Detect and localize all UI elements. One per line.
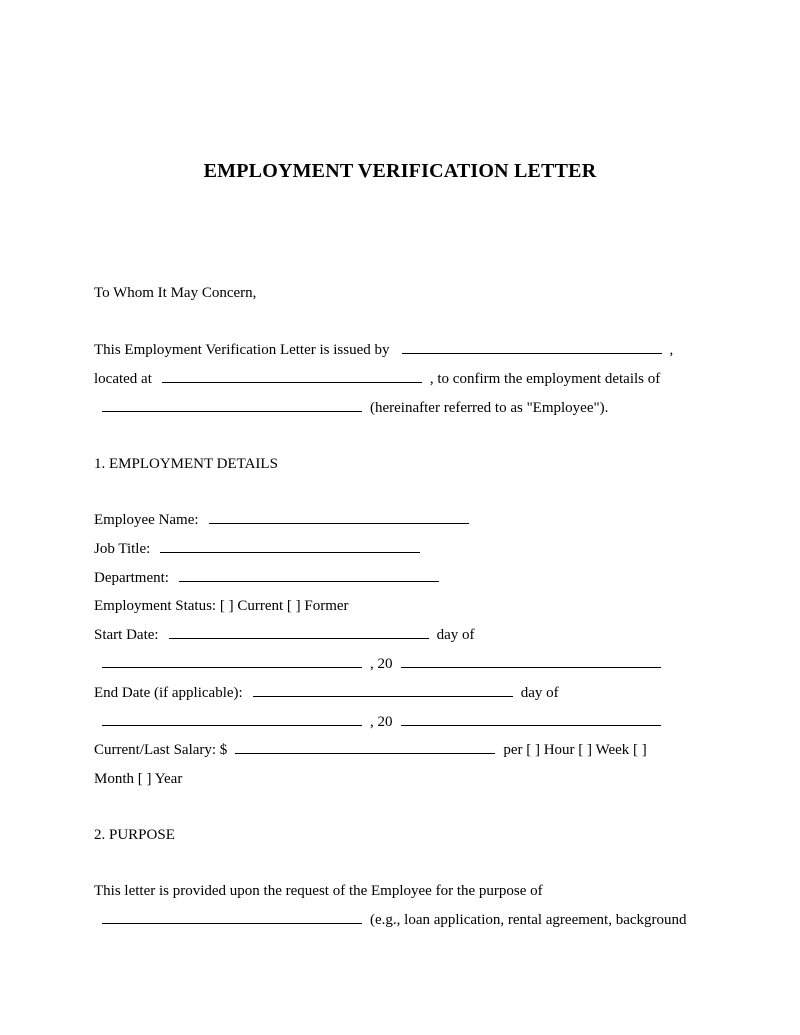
end-day-blank[interactable]: [253, 696, 513, 697]
end-comma-20: , 20: [370, 714, 393, 730]
end-month-blank[interactable]: [102, 725, 362, 726]
document-title: EMPLOYMENT VERIFICATION LETTER: [203, 160, 597, 182]
intro-line-3: [94, 399, 780, 417]
salary-label: Current/Last Salary: $: [94, 742, 228, 758]
end-year-blank[interactable]: [401, 725, 661, 726]
issued-by-text: This Employment Verification Letter is issued by: [94, 342, 390, 358]
start-comma-20: , 20: [370, 656, 393, 672]
start-date-label: Start Date:: [94, 627, 159, 643]
purpose-examples: (e.g., loan application, rental agreement, background: [370, 912, 687, 928]
start-year-blank[interactable]: [401, 667, 661, 668]
employee-name-row: [94, 511, 780, 529]
department-label: Department:: [94, 570, 169, 586]
purpose-line-1: This letter is provided upon the request of the Employee for the purpose of: [94, 883, 543, 899]
department-row: [94, 569, 780, 587]
employment-status-row: Employment Status: [ ] Current [ ] Former: [94, 598, 349, 614]
salary-row-2: Month [ ] Year: [94, 771, 183, 787]
purpose-blank[interactable]: [102, 923, 362, 924]
employee-name-label: Employee Name:: [94, 512, 199, 528]
start-date-row-2: [94, 655, 780, 673]
comma-text: ,: [669, 342, 674, 358]
location-blank[interactable]: [162, 382, 422, 383]
end-date-label: End Date (if applicable):: [94, 685, 243, 701]
located-at-text: located at: [94, 371, 152, 387]
per-options: per [ ] Hour [ ] Week [ ]: [503, 742, 647, 758]
start-day-of-text: day of: [436, 627, 475, 643]
end-date-row-2: [94, 713, 780, 731]
start-month-blank[interactable]: [102, 667, 362, 668]
job-title-blank[interactable]: [160, 552, 420, 553]
salary-blank[interactable]: [235, 753, 495, 754]
confirm-text: , to confirm the employment details of: [429, 371, 661, 387]
end-day-of-text: day of: [520, 685, 559, 701]
start-date-row: [94, 626, 780, 644]
purpose-line-2: [94, 911, 780, 929]
job-title-row: [94, 540, 780, 558]
employee-blank[interactable]: [102, 411, 362, 412]
intro-line-2: [94, 370, 780, 388]
end-date-row: [94, 684, 780, 702]
section-2-heading: 2. PURPOSE: [94, 827, 175, 843]
start-day-blank[interactable]: [169, 638, 429, 639]
section-1-heading: 1. EMPLOYMENT DETAILS: [94, 456, 278, 472]
hereinafter-text: (hereinafter referred to as "Employee").: [370, 400, 609, 416]
job-title-label: Job Title:: [94, 541, 151, 557]
salutation: To Whom It May Concern,: [94, 285, 257, 301]
salary-row: [94, 741, 780, 759]
intro-line-1: [94, 341, 780, 359]
employee-name-blank[interactable]: [209, 523, 469, 524]
issuer-blank[interactable]: [402, 353, 662, 354]
department-blank[interactable]: [179, 581, 439, 582]
